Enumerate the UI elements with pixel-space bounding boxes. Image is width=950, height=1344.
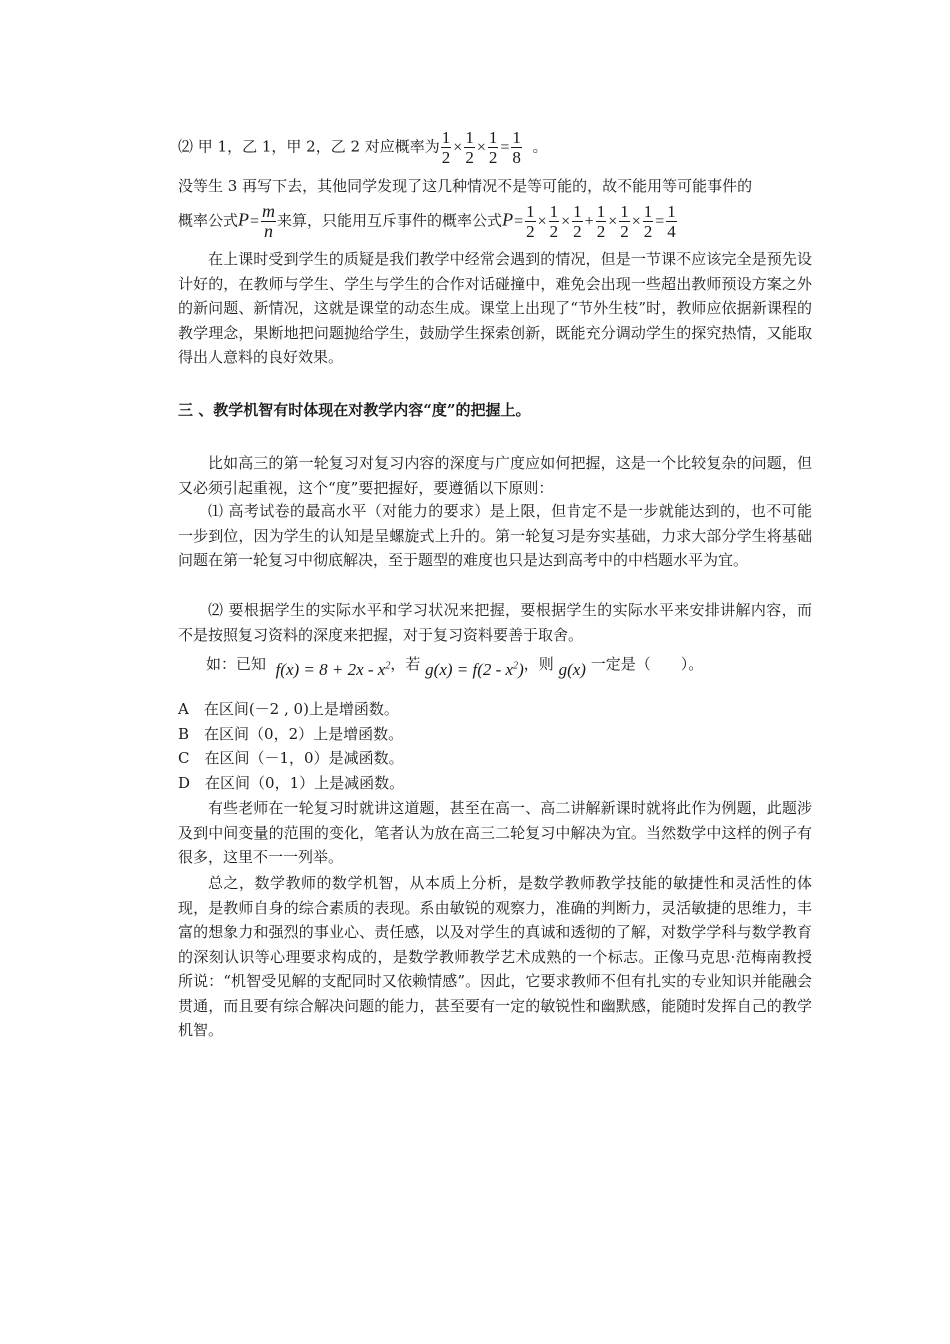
formula-line: 概率公式P= $\frac{m}{n}$ 来算，只能用互斥事件的概率公式P= $\frac{1}{2}$ × $\frac{1}{2}$ × $\frac{1}{2}$ + $\frac{1}{2}$ × $\frac{1}{2}$ × $\frac{1}{2}$ = $\frac{1}{4}$: [178, 201, 676, 241]
fraction-result: $\frac{1}{8}$: [512, 128, 521, 167]
fraction: $\frac{1}{2}$: [573, 202, 582, 241]
fraction: $\frac{1}{2}$: [643, 202, 653, 241]
example-line: 如：已知 $f(x) = 8 + 2x - x^2$，若 $g(x) = f(2 - x^2)$，则 g(x) 一定是（ ）。: [206, 655, 704, 679]
paragraph-review: 比如高三的第一轮复习对复习内容的深度与广度应如何把握，这是一个比较复杂的问题，但又必须引起重视，这个“度”要把握好，要遵循以下原则：: [178, 454, 812, 497]
paragraph-conclusion: 总之，数学教师的数学机智，从本质上分析，是数学教师教学技能的敏捷性和灵活性的体现，是教师自身的综合素质的表现。系由敏锐的观察力，准确的判断力，灵活敏捷的思维力，丰富的想象力和强烈的事业心、责任感，以及对学生的真诚和透彻的了解，对数学学科与数学教育的深刻认识等心理要求构成的，是数学教师教学艺术成熟的一个标志。正像马克思·范梅南教授所说：“机智受见解的支配同时又依赖情感”。因此，它要求教师不但有扎实的专业知识并能融会贯通，而且要有综合解决问题的能力，甚至要有一定的敏锐性和幽默感，能随时发挥自己的教学机智。: [178, 874, 812, 1039]
fraction: $\frac{1}{2}$: [526, 202, 535, 241]
section-heading: 三 、教学机智有时体现在对教学内容“度”的把握上。: [178, 401, 531, 419]
fraction: $\frac{1}{2}$: [488, 128, 498, 167]
paragraph-teachers: 有些老师在一轮复习时就讲这道题，甚至在高一、高二讲解新课时就将此作为例题，此题涉及到中间变量的范围的变化，笔者认为放在高三二轮复习中解决为宜。当然数学中这样的例子有很多，这里不一一列举。: [178, 799, 812, 866]
option-d: D 在区间（0，1）上是减函数。: [178, 774, 405, 792]
fraction: $\frac{1}{2}$: [549, 202, 559, 241]
fraction: $\frac{1}{2}$: [620, 202, 629, 241]
probability-case-line: ⑵ 甲 1，乙 1，甲 2，乙 2 对应概率为 $\frac{1}{2}$ × $\frac{1}{2}$ × $\frac{1}{2}$ = $\frac{1}{8}$ 。: [178, 128, 548, 167]
function-f-definition: $f(x) = 8 + 2x - x^2$: [275, 660, 391, 679]
fraction: $\frac{1}{2}$: [441, 128, 451, 167]
option-a: A 在区间(－2 , 0)上是增函数。: [178, 700, 399, 718]
option-b: B 在区间（0，2）上是增函数。: [178, 725, 404, 743]
function-g-definition: $g(x) = f(2 - x^2)$: [425, 660, 524, 679]
text-line: 没等生 3 再写下去，其他同学发现了这几种情况不是等可能的，故不能用等可能事件的: [178, 177, 753, 195]
fraction: $\frac{1}{2}$: [465, 128, 474, 167]
fraction-m-over-n: $\frac{m}{n}$: [262, 201, 276, 241]
paragraph-dynamic-generation: 在上课时受到学生的质疑是我们教学中经常会遇到的情况，但是一节课不应该完全是预先设计好的，在教师与学生、学生与学生的合作对话碰撞中，难免会出现一些超出教师预设方案之外的新问题、新情况，这就是课堂的动态生成。课堂上出现了“节外生枝”时，教师应依据新课程的教学理念，果断地把问题抛给学生，鼓励学生探索创新，既能充分调动学生的探究热情，又能取得出人意料的良好效果。: [178, 250, 812, 366]
function-g-name: g(x): [558, 660, 586, 679]
principle-2: ⑵ 要根据学生的实际水平和学习状况来把握，要根据学生的实际水平来安排讲解内容，而不是按照复习资料的深度来把握，对于复习资料要善于取舍。: [178, 601, 812, 644]
probability-case-label: ⑵ 甲 1，乙 1，甲 2，乙 2 对应概率为: [178, 137, 440, 156]
fraction-result: $\frac{1}{4}$: [667, 202, 676, 241]
fraction: $\frac{1}{2}$: [596, 202, 606, 241]
principle-1: ⑴ 高考试卷的最高水平（对能力的要求）是上限，但肯定不是一步就能达到的，也不可能一步到位，因为学生的认知是呈螺旋式上升的。第一轮复习是夯实基础，力求大部分学生将基础问题在第一轮复习中彻底解决，至于题型的难度也只是达到高考中的中档题水平为宜。: [178, 502, 812, 569]
option-c: C 在区间（－1，0）是减函数。: [178, 749, 404, 767]
